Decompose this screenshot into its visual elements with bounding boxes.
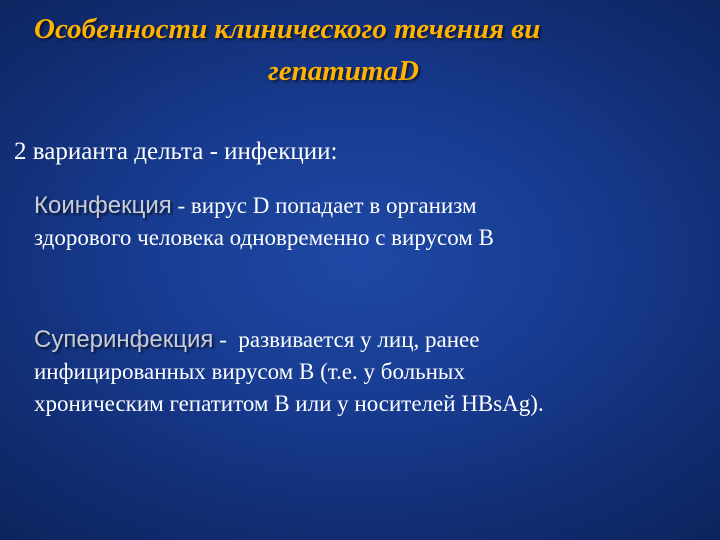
superinfection-definition-start: развивается у лиц, ранее <box>238 327 480 352</box>
superinfection-line-2: инфицированных вирусом В (т.е. у больных <box>34 359 465 384</box>
coinfection-line-2: здорового человека одновременно с вирусом В <box>34 225 494 250</box>
superinfection-paragraph <box>34 324 544 420</box>
slide-title <box>0 8 720 92</box>
coinfection-line-1 <box>34 190 494 222</box>
coinfection-paragraph <box>34 190 494 254</box>
superinfection-separator: - <box>213 327 239 352</box>
slide-title-line-1: Особенности клинического течения ви <box>34 13 541 45</box>
superinfection-term: Суперинфекция <box>34 326 214 353</box>
superinfection-line-3: хроническим гепатитом В или у носителей HBsAg). <box>34 391 544 416</box>
intro-text: 2 варианта дельта - инфекции: <box>14 138 338 165</box>
coinfection-separator: - <box>171 193 191 218</box>
superinfection-line-1 <box>34 324 544 356</box>
coinfection-term: Коинфекция <box>34 192 172 219</box>
slide-title-line-2: гепатитаD <box>268 55 419 87</box>
coinfection-definition-start: вирус D попадает в организм <box>190 193 477 218</box>
